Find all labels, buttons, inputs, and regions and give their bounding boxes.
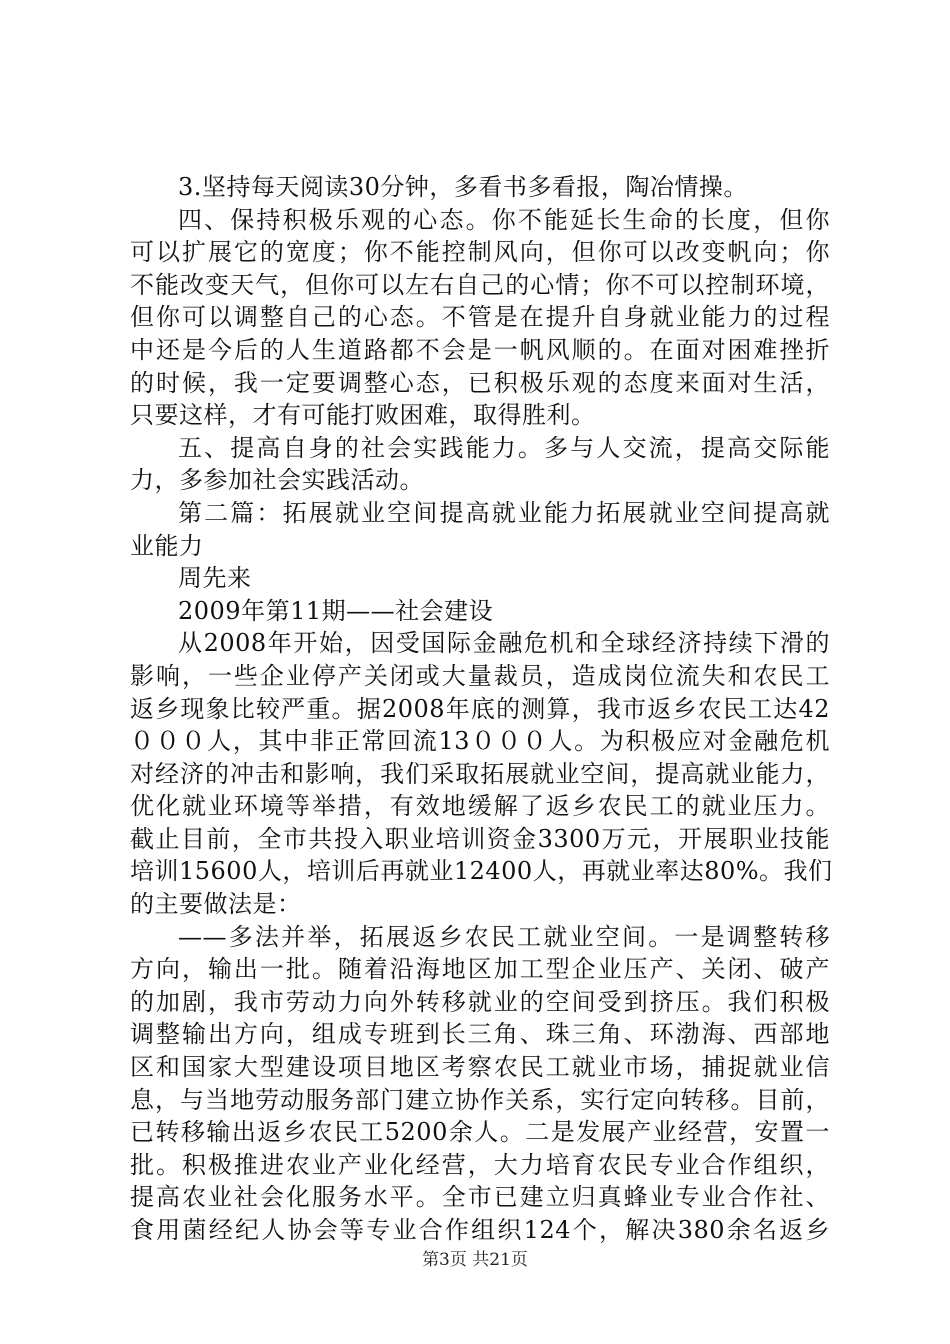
text-line: 对经济的冲击和影响，我们采取拓展就业空间，提高就业能力，: [130, 759, 830, 788]
text-line: 可以扩展它的宽度；你不能控制风向，但你可以改变帆向；你: [130, 238, 830, 267]
section-heading: 第二篇：拓展就业空间提高就业能力拓展就业空间提高就: [178, 498, 830, 527]
text-line: 的时候，我一定要调整心态，已积极乐观的态度来面对生活，: [130, 368, 830, 397]
document-body: [130, 171, 833, 1247]
text-line: 只要这样，才有可能打败困难，取得胜利。: [130, 401, 596, 430]
text-line: 五、提高自身的社会实践能力。多与人交流，提高交际能: [178, 433, 830, 462]
text-line: 截止目前，全市共投入职业培训资金3300万元，开展职业技能: [130, 824, 830, 853]
page-number-label: 第3页 共21页: [422, 1250, 528, 1270]
text-line: 力，多参加社会实践活动。: [130, 466, 424, 495]
text-line: 从2008年开始，因受国际金融危机和全球经济持续下滑的: [178, 629, 830, 658]
text-line: 返乡现象比较严重。据2008年底的测算，我市返乡农民工达42: [130, 694, 830, 723]
text-line: 的加剧，我市劳动力向外转移就业的空间受到挤压。我们积极: [130, 987, 830, 1016]
text-line: 培训15600人，培训后再就业12400人，再就业率达80%。我们: [130, 857, 833, 886]
text-line: ０００人，其中非正常回流13０００人。为积极应对金融危机: [130, 727, 830, 756]
text-line: 息，与当地劳动服务部门建立协作关系，实行定向转移。目前，: [130, 1085, 830, 1114]
text-line: 四、保持积极乐观的心态。你不能延长生命的长度，但你: [178, 205, 830, 234]
author-line: 周先来: [178, 564, 252, 593]
text-line: 批。积极推进农业产业化经营，大力培育农民专业合作组织，: [130, 1150, 830, 1179]
text-line: 影响，一些企业停产关闭或大量裁员，造成岗位流失和农民工: [130, 661, 830, 690]
text-line: 中还是今后的人生道路都不会是一帆风顺的。在面对困难挫折: [130, 335, 830, 364]
text-line: 已转移输出返乡农民工5200余人。二是发展产业经营，安置一: [130, 1118, 830, 1147]
text-line: 3.坚持每天阅读30分钟，多看书多看报，陶冶情操。: [178, 173, 748, 201]
text-line: 的主要做法是：: [130, 890, 302, 919]
text-line: 不能改变天气，但你可以左右自己的心情；你不可以控制环境，: [130, 270, 830, 299]
text-line: 提高农业社会化服务水平。全市已建立归真蜂业专业合作社、: [130, 1183, 830, 1212]
section-heading: 业能力: [130, 531, 204, 560]
text-line: 但你可以调整自己的心态。不管是在提升自身就业能力的过程: [130, 303, 830, 332]
text-line: 优化就业环境等举措，有效地缓解了返乡农民工的就业压力。: [130, 792, 830, 821]
issue-line: 2009年第11期——社会建设: [178, 596, 494, 625]
page-footer: [0, 1245, 950, 1270]
text-line: 调整输出方向，组成专班到长三角、珠三角、环渤海、西部地: [130, 1020, 830, 1049]
text-line: 食用菌经纪人协会等专业合作组织124个，解决380余名返乡: [130, 1216, 830, 1244]
text-line: ——多法并举，拓展返乡农民工就业空间。一是调整转移: [178, 922, 830, 951]
text-line: 区和国家大型建设项目地区考察农民工就业市场，捕捉就业信: [130, 1053, 830, 1082]
text-line: 方向，输出一批。随着沿海地区加工型企业压产、关闭、破产: [130, 955, 830, 984]
